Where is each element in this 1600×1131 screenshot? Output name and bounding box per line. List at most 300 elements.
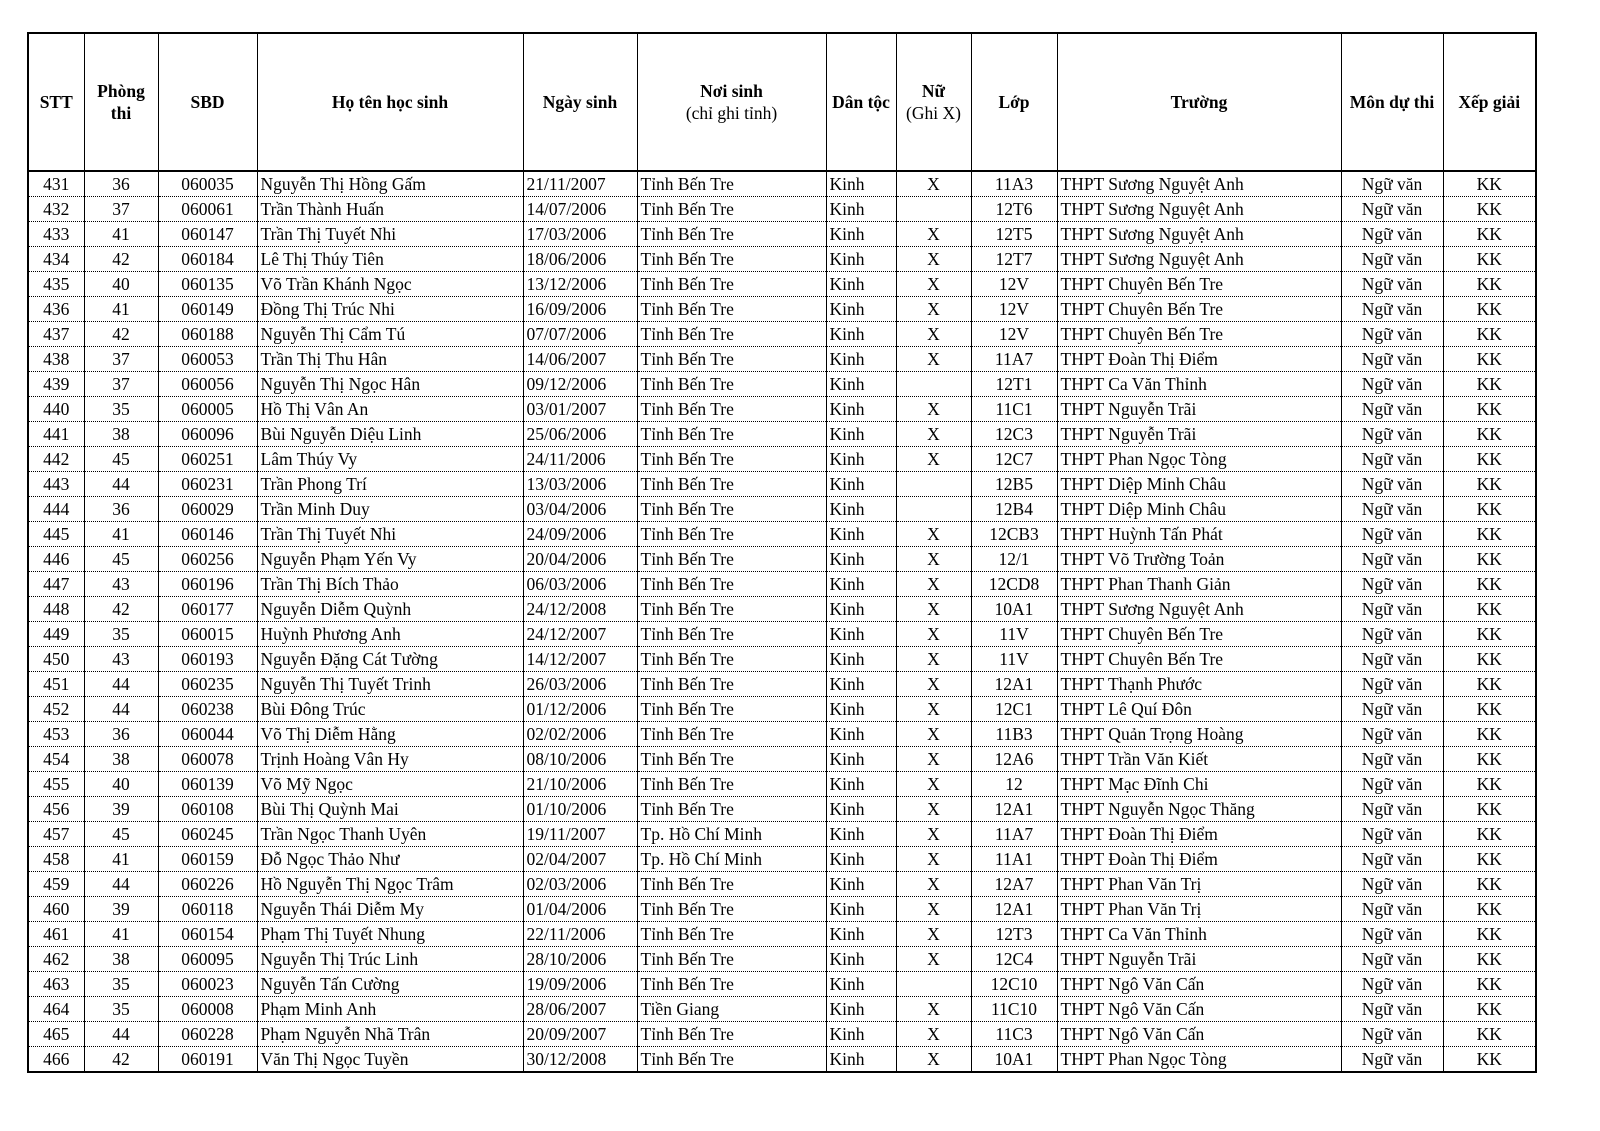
cell-truong: THPT Ngô Văn Cấn (1057, 997, 1341, 1022)
table-row (28, 972, 1536, 997)
cell-xep-giai: KK (1443, 171, 1536, 197)
cell-xep-giai: KK (1443, 272, 1536, 297)
cell-nu: X (896, 422, 971, 447)
cell-xep-giai: KK (1443, 547, 1536, 572)
cell-sbd: 060035 (158, 171, 257, 197)
cell-ho-ten: Nguyễn Thái Diễm My (257, 897, 523, 922)
cell-ngay-sinh: 20/09/2007 (523, 1022, 637, 1047)
cell-sbd: 060139 (158, 772, 257, 797)
cell-nu: X (896, 797, 971, 822)
cell-ho-ten: Võ Mỹ Ngọc (257, 772, 523, 797)
cell-ho-ten: Bùi Nguyễn Diệu Linh (257, 422, 523, 447)
cell-xep-giai: KK (1443, 997, 1536, 1022)
table-row (28, 247, 1536, 272)
cell-mon-du-thi: Ngữ văn (1341, 597, 1443, 622)
cell-sbd: 060184 (158, 247, 257, 272)
results-table (27, 32, 1537, 1073)
cell-ngay-sinh: 17/03/2006 (523, 222, 637, 247)
cell-noi-sinh: Tỉnh Bến Tre (637, 897, 826, 922)
cell-xep-giai: KK (1443, 197, 1536, 222)
cell-stt: 451 (28, 672, 84, 697)
cell-phong-thi: 38 (84, 947, 158, 972)
table-row (28, 697, 1536, 722)
cell-noi-sinh: Tỉnh Bến Tre (637, 447, 826, 472)
cell-sbd: 060177 (158, 597, 257, 622)
cell-truong: THPT Huỳnh Tấn Phát (1057, 522, 1341, 547)
cell-lop: 11C3 (971, 1022, 1057, 1047)
cell-lop: 12T7 (971, 247, 1057, 272)
cell-noi-sinh: Tỉnh Bến Tre (637, 272, 826, 297)
table-row (28, 572, 1536, 597)
cell-lop: 11V (971, 622, 1057, 647)
cell-nu: X (896, 171, 971, 197)
cell-truong: THPT Chuyên Bến Tre (1057, 322, 1341, 347)
cell-mon-du-thi: Ngữ văn (1341, 397, 1443, 422)
cell-xep-giai: KK (1443, 497, 1536, 522)
table-row (28, 997, 1536, 1022)
cell-phong-thi: 38 (84, 422, 158, 447)
cell-truong: THPT Sương Nguyệt Anh (1057, 597, 1341, 622)
cell-nu (896, 972, 971, 997)
cell-mon-du-thi: Ngữ văn (1341, 672, 1443, 697)
cell-ngay-sinh: 14/12/2007 (523, 647, 637, 672)
cell-dan-toc: Kinh (826, 197, 896, 222)
cell-noi-sinh: Tỉnh Bến Tre (637, 497, 826, 522)
cell-xep-giai: KK (1443, 572, 1536, 597)
cell-stt: 454 (28, 747, 84, 772)
cell-dan-toc: Kinh (826, 772, 896, 797)
cell-lop: 12C1 (971, 697, 1057, 722)
cell-truong: THPT Nguyễn Ngọc Thăng (1057, 797, 1341, 822)
cell-sbd: 060245 (158, 822, 257, 847)
cell-xep-giai: KK (1443, 397, 1536, 422)
cell-ngay-sinh: 01/10/2006 (523, 797, 637, 822)
cell-mon-du-thi: Ngữ văn (1341, 572, 1443, 597)
cell-phong-thi: 42 (84, 247, 158, 272)
cell-phong-thi: 35 (84, 397, 158, 422)
cell-sbd: 060029 (158, 497, 257, 522)
cell-lop: 11A7 (971, 822, 1057, 847)
cell-sbd: 060095 (158, 947, 257, 972)
table-row (28, 472, 1536, 497)
cell-xep-giai: KK (1443, 622, 1536, 647)
cell-stt: 441 (28, 422, 84, 447)
cell-mon-du-thi: Ngữ văn (1341, 747, 1443, 772)
cell-truong: THPT Nguyễn Trãi (1057, 422, 1341, 447)
cell-noi-sinh: Tỉnh Bến Tre (637, 697, 826, 722)
cell-nu: X (896, 1022, 971, 1047)
cell-phong-thi: 37 (84, 197, 158, 222)
cell-lop: 12C7 (971, 447, 1057, 472)
cell-mon-du-thi: Ngữ văn (1341, 247, 1443, 272)
header-lop: Lớp (971, 33, 1057, 171)
cell-xep-giai: KK (1443, 422, 1536, 447)
cell-mon-du-thi: Ngữ văn (1341, 647, 1443, 672)
cell-truong: THPT Diệp Minh Châu (1057, 497, 1341, 522)
cell-nu: X (896, 222, 971, 247)
cell-lop: 12T1 (971, 372, 1057, 397)
table-row (28, 547, 1536, 572)
cell-ngay-sinh: 02/02/2006 (523, 722, 637, 747)
cell-dan-toc: Kinh (826, 447, 896, 472)
table-row (28, 1022, 1536, 1047)
cell-lop: 12V (971, 297, 1057, 322)
cell-lop: 12CD8 (971, 572, 1057, 597)
header-nu (896, 33, 971, 171)
cell-xep-giai: KK (1443, 247, 1536, 272)
cell-truong: THPT Đoàn Thị Điểm (1057, 847, 1341, 872)
cell-truong: THPT Sương Nguyệt Anh (1057, 197, 1341, 222)
cell-truong: THPT Sương Nguyệt Anh (1057, 247, 1341, 272)
cell-stt: 449 (28, 622, 84, 647)
cell-mon-du-thi: Ngữ văn (1341, 797, 1443, 822)
cell-dan-toc: Kinh (826, 547, 896, 572)
cell-truong: THPT Ca Văn Thỉnh (1057, 922, 1341, 947)
cell-nu: X (896, 397, 971, 422)
cell-ngay-sinh: 28/06/2007 (523, 997, 637, 1022)
cell-phong-thi: 45 (84, 447, 158, 472)
table-row (28, 772, 1536, 797)
table-row (28, 347, 1536, 372)
cell-lop: 12C10 (971, 972, 1057, 997)
cell-stt: 444 (28, 497, 84, 522)
cell-noi-sinh: Tỉnh Bến Tre (637, 797, 826, 822)
cell-phong-thi: 35 (84, 972, 158, 997)
cell-mon-du-thi: Ngữ văn (1341, 447, 1443, 472)
cell-noi-sinh: Tỉnh Bến Tre (637, 972, 826, 997)
cell-stt: 447 (28, 572, 84, 597)
cell-ngay-sinh: 18/06/2006 (523, 247, 637, 272)
cell-ho-ten: Trần Thị Bích Thảo (257, 572, 523, 597)
cell-lop: 11A3 (971, 171, 1057, 197)
cell-sbd: 060231 (158, 472, 257, 497)
cell-ho-ten: Lâm Thúy Vy (257, 447, 523, 472)
cell-lop: 12C3 (971, 422, 1057, 447)
cell-nu: X (896, 547, 971, 572)
cell-ho-ten: Trần Thị Tuyết Nhi (257, 222, 523, 247)
cell-nu: X (896, 672, 971, 697)
cell-truong: THPT Đoàn Thị Điểm (1057, 347, 1341, 372)
cell-truong: THPT Võ Trường Toản (1057, 547, 1341, 572)
cell-ho-ten: Bùi Thị Quỳnh Mai (257, 797, 523, 822)
cell-stt: 438 (28, 347, 84, 372)
header-xep-giai: Xếp giải (1443, 33, 1536, 171)
cell-sbd: 060154 (158, 922, 257, 947)
cell-truong: THPT Chuyên Bến Tre (1057, 297, 1341, 322)
cell-ngay-sinh: 07/07/2006 (523, 322, 637, 347)
cell-ngay-sinh: 06/03/2006 (523, 572, 637, 597)
cell-ho-ten: Võ Thị Diễm Hằng (257, 722, 523, 747)
cell-ho-ten: Nguyễn Thị Trúc Linh (257, 947, 523, 972)
cell-sbd: 060196 (158, 572, 257, 597)
cell-ho-ten: Trần Ngọc Thanh Uyên (257, 822, 523, 847)
cell-nu (896, 197, 971, 222)
cell-ho-ten: Nguyễn Tấn Cường (257, 972, 523, 997)
cell-sbd: 060188 (158, 322, 257, 347)
cell-dan-toc: Kinh (826, 297, 896, 322)
cell-lop: 12A7 (971, 872, 1057, 897)
cell-lop: 12 (971, 772, 1057, 797)
cell-stt: 463 (28, 972, 84, 997)
cell-ho-ten: Huỳnh Phương Anh (257, 622, 523, 647)
cell-truong: THPT Sương Nguyệt Anh (1057, 222, 1341, 247)
cell-xep-giai: KK (1443, 472, 1536, 497)
cell-stt: 462 (28, 947, 84, 972)
cell-phong-thi: 44 (84, 1022, 158, 1047)
header-mon-du-thi: Môn dự thi (1341, 33, 1443, 171)
cell-dan-toc: Kinh (826, 872, 896, 897)
table-row (28, 372, 1536, 397)
header-truong: Trường (1057, 33, 1341, 171)
cell-dan-toc: Kinh (826, 247, 896, 272)
cell-noi-sinh: Tỉnh Bến Tre (637, 672, 826, 697)
cell-mon-du-thi: Ngữ văn (1341, 522, 1443, 547)
cell-phong-thi: 37 (84, 347, 158, 372)
cell-mon-du-thi: Ngữ văn (1341, 1047, 1443, 1073)
cell-phong-thi: 41 (84, 847, 158, 872)
cell-noi-sinh: Tỉnh Bến Tre (637, 922, 826, 947)
cell-noi-sinh: Tỉnh Bến Tre (637, 747, 826, 772)
cell-sbd: 060008 (158, 997, 257, 1022)
cell-ho-ten: Nguyễn Đặng Cát Tường (257, 647, 523, 672)
cell-phong-thi: 35 (84, 997, 158, 1022)
header-stt: STT (28, 33, 84, 171)
cell-nu: X (896, 847, 971, 872)
cell-stt: 459 (28, 872, 84, 897)
cell-sbd: 060147 (158, 222, 257, 247)
cell-lop: 12B5 (971, 472, 1057, 497)
table-row (28, 447, 1536, 472)
cell-xep-giai: KK (1443, 672, 1536, 697)
cell-phong-thi: 42 (84, 322, 158, 347)
header-ho-ten: Họ tên học sinh (257, 33, 523, 171)
cell-ngay-sinh: 02/03/2006 (523, 872, 637, 897)
cell-sbd: 060228 (158, 1022, 257, 1047)
cell-nu: X (896, 647, 971, 672)
header-ngay-sinh: Ngày sinh (523, 33, 637, 171)
cell-stt: 465 (28, 1022, 84, 1047)
cell-ngay-sinh: 13/12/2006 (523, 272, 637, 297)
header-noi-sinh-sub: (chỉ ghi tỉnh) (685, 103, 778, 123)
cell-sbd: 060053 (158, 347, 257, 372)
cell-ngay-sinh: 24/09/2006 (523, 522, 637, 547)
table-row (28, 747, 1536, 772)
cell-xep-giai: KK (1443, 222, 1536, 247)
cell-noi-sinh: Tỉnh Bến Tre (637, 722, 826, 747)
cell-ngay-sinh: 19/09/2006 (523, 972, 637, 997)
cell-lop: 12T5 (971, 222, 1057, 247)
cell-stt: 448 (28, 597, 84, 622)
cell-stt: 456 (28, 797, 84, 822)
cell-truong: THPT Phan Văn Trị (1057, 897, 1341, 922)
table-row (28, 497, 1536, 522)
cell-mon-du-thi: Ngữ văn (1341, 547, 1443, 572)
cell-mon-du-thi: Ngữ văn (1341, 697, 1443, 722)
cell-ngay-sinh: 21/10/2006 (523, 772, 637, 797)
cell-mon-du-thi: Ngữ văn (1341, 272, 1443, 297)
cell-phong-thi: 44 (84, 472, 158, 497)
cell-lop: 11B3 (971, 722, 1057, 747)
cell-phong-thi: 40 (84, 272, 158, 297)
cell-stt: 435 (28, 272, 84, 297)
cell-lop: 12V (971, 272, 1057, 297)
cell-dan-toc: Kinh (826, 822, 896, 847)
cell-ngay-sinh: 25/06/2006 (523, 422, 637, 447)
cell-sbd: 060005 (158, 397, 257, 422)
cell-stt: 458 (28, 847, 84, 872)
cell-xep-giai: KK (1443, 947, 1536, 972)
cell-mon-du-thi: Ngữ văn (1341, 422, 1443, 447)
cell-lop: 11A7 (971, 347, 1057, 372)
cell-noi-sinh: Tỉnh Bến Tre (637, 472, 826, 497)
table-row (28, 522, 1536, 547)
cell-stt: 461 (28, 922, 84, 947)
cell-xep-giai: KK (1443, 797, 1536, 822)
cell-stt: 445 (28, 522, 84, 547)
cell-lop: 12A1 (971, 797, 1057, 822)
cell-dan-toc: Kinh (826, 922, 896, 947)
cell-noi-sinh: Tỉnh Bến Tre (637, 197, 826, 222)
cell-mon-du-thi: Ngữ văn (1341, 847, 1443, 872)
table-row (28, 672, 1536, 697)
cell-dan-toc: Kinh (826, 497, 896, 522)
cell-lop: 12T3 (971, 922, 1057, 947)
header-dan-toc: Dân tộc (826, 33, 896, 171)
cell-mon-du-thi: Ngữ văn (1341, 722, 1443, 747)
cell-lop: 10A1 (971, 1047, 1057, 1073)
cell-sbd: 060078 (158, 747, 257, 772)
cell-dan-toc: Kinh (826, 322, 896, 347)
cell-mon-du-thi: Ngữ văn (1341, 171, 1443, 197)
cell-sbd: 060149 (158, 297, 257, 322)
cell-truong: THPT Diệp Minh Châu (1057, 472, 1341, 497)
cell-ho-ten: Bùi Đông Trúc (257, 697, 523, 722)
cell-lop: 11A1 (971, 847, 1057, 872)
cell-ho-ten: Võ Trần Khánh Ngọc (257, 272, 523, 297)
cell-phong-thi: 42 (84, 1047, 158, 1073)
cell-ngay-sinh: 08/10/2006 (523, 747, 637, 772)
cell-xep-giai: KK (1443, 697, 1536, 722)
cell-xep-giai: KK (1443, 597, 1536, 622)
cell-xep-giai: KK (1443, 297, 1536, 322)
table-row (28, 722, 1536, 747)
header-noi-sinh-main: Nơi sinh (700, 81, 763, 101)
cell-noi-sinh: Tỉnh Bến Tre (637, 547, 826, 572)
cell-xep-giai: KK (1443, 847, 1536, 872)
cell-nu: X (896, 822, 971, 847)
cell-xep-giai: KK (1443, 647, 1536, 672)
cell-stt: 440 (28, 397, 84, 422)
cell-ho-ten: Hồ Thị Vân An (257, 397, 523, 422)
cell-dan-toc: Kinh (826, 472, 896, 497)
cell-phong-thi: 40 (84, 772, 158, 797)
cell-ho-ten: Nguyễn Diễm Quỳnh (257, 597, 523, 622)
cell-truong: THPT Trần Văn Kiết (1057, 747, 1341, 772)
cell-ho-ten: Văn Thị Ngọc Tuyền (257, 1047, 523, 1073)
table-row (28, 897, 1536, 922)
table-row (28, 797, 1536, 822)
cell-truong: THPT Mạc Đĩnh Chi (1057, 772, 1341, 797)
cell-phong-thi: 45 (84, 547, 158, 572)
cell-noi-sinh: Tỉnh Bến Tre (637, 597, 826, 622)
cell-nu (896, 497, 971, 522)
cell-lop: 12A6 (971, 747, 1057, 772)
table-row (28, 171, 1536, 197)
cell-nu: X (896, 247, 971, 272)
cell-ho-ten: Nguyễn Thị Tuyết Trinh (257, 672, 523, 697)
cell-mon-du-thi: Ngữ văn (1341, 922, 1443, 947)
cell-mon-du-thi: Ngữ văn (1341, 497, 1443, 522)
cell-nu: X (896, 997, 971, 1022)
cell-truong: THPT Phan Ngọc Tòng (1057, 447, 1341, 472)
cell-phong-thi: 35 (84, 622, 158, 647)
cell-mon-du-thi: Ngữ văn (1341, 297, 1443, 322)
cell-ngay-sinh: 01/04/2006 (523, 897, 637, 922)
cell-nu (896, 472, 971, 497)
cell-dan-toc: Kinh (826, 747, 896, 772)
cell-phong-thi: 36 (84, 722, 158, 747)
header-phong-thi-line2: thi (110, 103, 132, 123)
cell-truong: THPT Ngô Văn Cấn (1057, 972, 1341, 997)
cell-mon-du-thi: Ngữ văn (1341, 197, 1443, 222)
cell-stt: 439 (28, 372, 84, 397)
cell-dan-toc: Kinh (826, 947, 896, 972)
cell-sbd: 060193 (158, 647, 257, 672)
cell-dan-toc: Kinh (826, 597, 896, 622)
cell-xep-giai: KK (1443, 872, 1536, 897)
cell-sbd: 060023 (158, 972, 257, 997)
cell-noi-sinh: Tp. Hồ Chí Minh (637, 822, 826, 847)
cell-xep-giai: KK (1443, 922, 1536, 947)
cell-noi-sinh: Tỉnh Bến Tre (637, 397, 826, 422)
cell-xep-giai: KK (1443, 772, 1536, 797)
cell-stt: 460 (28, 897, 84, 922)
cell-noi-sinh: Tỉnh Bến Tre (637, 872, 826, 897)
header-phong-thi-line1: Phòng (97, 81, 145, 101)
cell-ngay-sinh: 22/11/2006 (523, 922, 637, 947)
cell-ho-ten: Trần Thị Tuyết Nhi (257, 522, 523, 547)
cell-nu: X (896, 897, 971, 922)
cell-ngay-sinh: 24/12/2008 (523, 597, 637, 622)
cell-truong: THPT Nguyễn Trãi (1057, 397, 1341, 422)
cell-truong: THPT Chuyên Bến Tre (1057, 622, 1341, 647)
cell-phong-thi: 36 (84, 171, 158, 197)
cell-noi-sinh: Tỉnh Bến Tre (637, 347, 826, 372)
cell-sbd: 060235 (158, 672, 257, 697)
cell-ngay-sinh: 14/06/2007 (523, 347, 637, 372)
cell-ngay-sinh: 03/01/2007 (523, 397, 637, 422)
cell-truong: THPT Sương Nguyệt Anh (1057, 171, 1341, 197)
cell-ho-ten: Nguyễn Thị Cẩm Tú (257, 322, 523, 347)
cell-stt: 453 (28, 722, 84, 747)
cell-phong-thi: 41 (84, 297, 158, 322)
table-row (28, 297, 1536, 322)
cell-sbd: 060056 (158, 372, 257, 397)
cell-dan-toc: Kinh (826, 222, 896, 247)
cell-nu: X (896, 522, 971, 547)
cell-nu: X (896, 747, 971, 772)
cell-dan-toc: Kinh (826, 647, 896, 672)
cell-ho-ten: Trịnh Hoàng Vân Hy (257, 747, 523, 772)
cell-xep-giai: KK (1443, 1047, 1536, 1073)
cell-stt: 434 (28, 247, 84, 272)
cell-phong-thi: 39 (84, 897, 158, 922)
cell-ngay-sinh: 03/04/2006 (523, 497, 637, 522)
cell-stt: 455 (28, 772, 84, 797)
cell-stt: 452 (28, 697, 84, 722)
cell-truong: THPT Ca Văn Thỉnh (1057, 372, 1341, 397)
cell-ngay-sinh: 01/12/2006 (523, 697, 637, 722)
